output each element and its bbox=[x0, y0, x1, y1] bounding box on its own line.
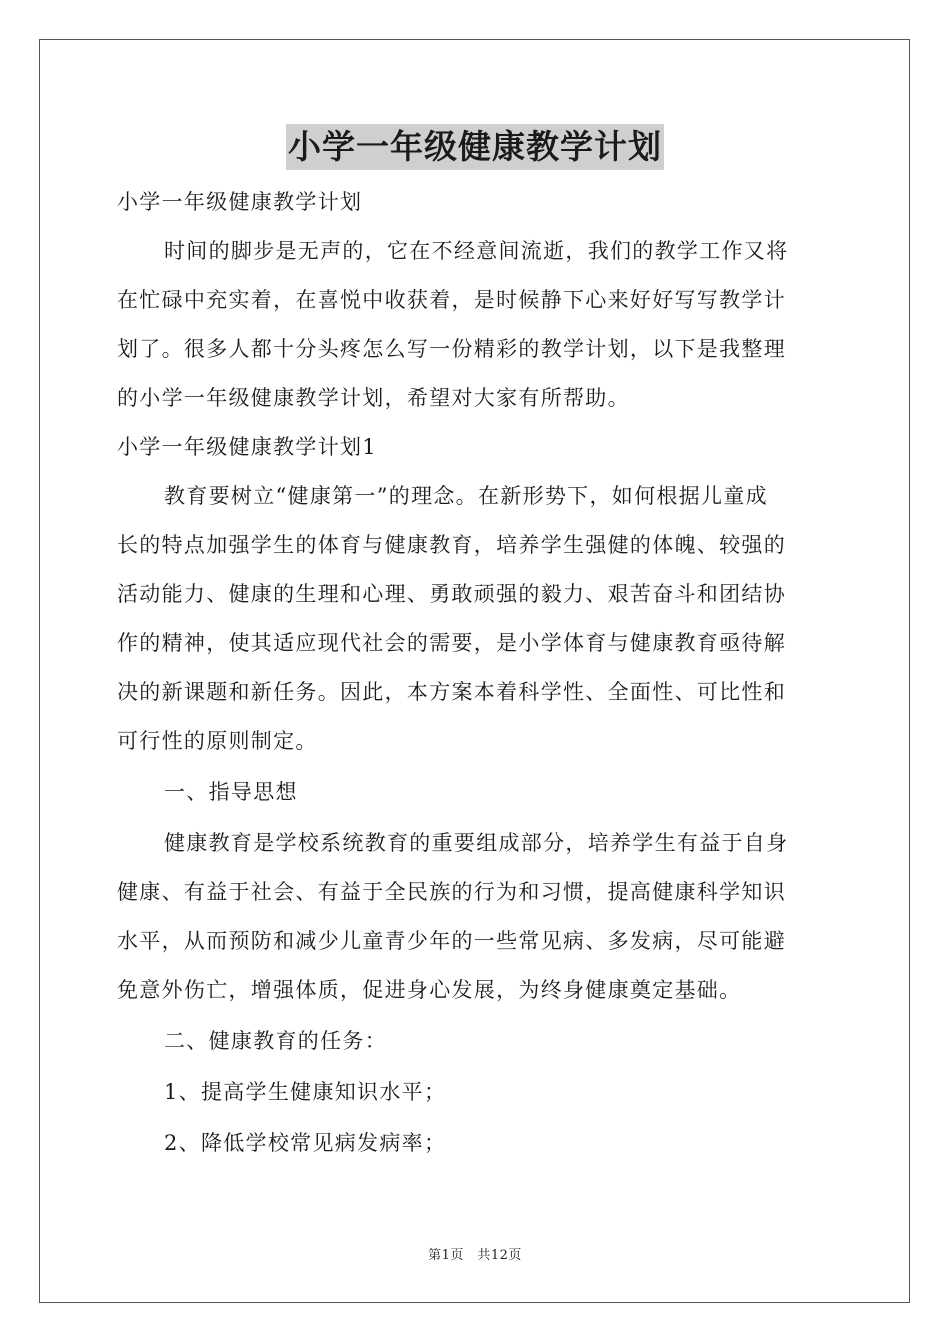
paragraph-line: 作的精神，使其适应现代社会的需要，是小学体育与健康教育亟待解 bbox=[117, 631, 786, 655]
paragraph-line: 在忙碌中充实着，在喜悦中收获着，是时候静下心来好好写写教学计 bbox=[117, 288, 786, 312]
subtitle-line: 小学一年级健康教学计划 bbox=[117, 190, 363, 214]
paragraph-line: 健康、有益于社会、有益于全民族的行为和习惯，提高健康科学知识 bbox=[117, 880, 786, 904]
paragraph-line: 长的特点加强学生的体育与健康教育，培养学生强健的体魄、较强的 bbox=[117, 533, 786, 557]
title-block bbox=[0, 124, 950, 170]
section-heading: 一、指导思想 bbox=[164, 780, 298, 804]
paragraph-line: 的小学一年级健康教学计划，希望对大家有所帮助。 bbox=[117, 386, 630, 410]
paragraph-line: 决的新课题和新任务。因此，本方案本着科学性、全面性、可比性和 bbox=[117, 680, 786, 704]
paragraph-line: 可行性的原则制定。 bbox=[117, 729, 318, 753]
page-number: 第1页 共12页 bbox=[428, 1248, 522, 1263]
paragraph-line: 划了。很多人都十分头疼怎么写一份精彩的教学计划，以下是我整理 bbox=[117, 337, 786, 361]
document-body bbox=[117, 178, 833, 1168]
paragraph-line: 健康教育是学校系统教育的重要组成部分，培养学生有益于自身 bbox=[164, 831, 789, 855]
list-item: 2、降低学校常见病发病率； bbox=[164, 1131, 447, 1155]
section-heading: 小学一年级健康教学计划1 bbox=[117, 435, 377, 459]
paragraph-line: 免意外伤亡，增强体质，促进身心发展，为终身健康奠定基础。 bbox=[117, 978, 742, 1002]
section-heading: 二、健康教育的任务： bbox=[164, 1029, 387, 1053]
list-item: 1、提高学生健康知识水平； bbox=[164, 1080, 447, 1104]
paragraph-line: 时间的脚步是无声的，它在不经意间流逝，我们的教学工作又将 bbox=[164, 239, 789, 263]
paragraph-line: 活动能力、健康的生理和心理、勇敢顽强的毅力、艰苦奋斗和团结协 bbox=[117, 582, 786, 606]
paragraph-line: 水平，从而预防和减少儿童青少年的一些常见病、多发病，尽可能避 bbox=[117, 929, 786, 953]
document-title: 小学一年级健康教学计划 bbox=[286, 124, 664, 170]
paragraph-line: 教育要树立“健康第一”的理念。在新形势下，如何根据儿童成 bbox=[164, 484, 768, 508]
